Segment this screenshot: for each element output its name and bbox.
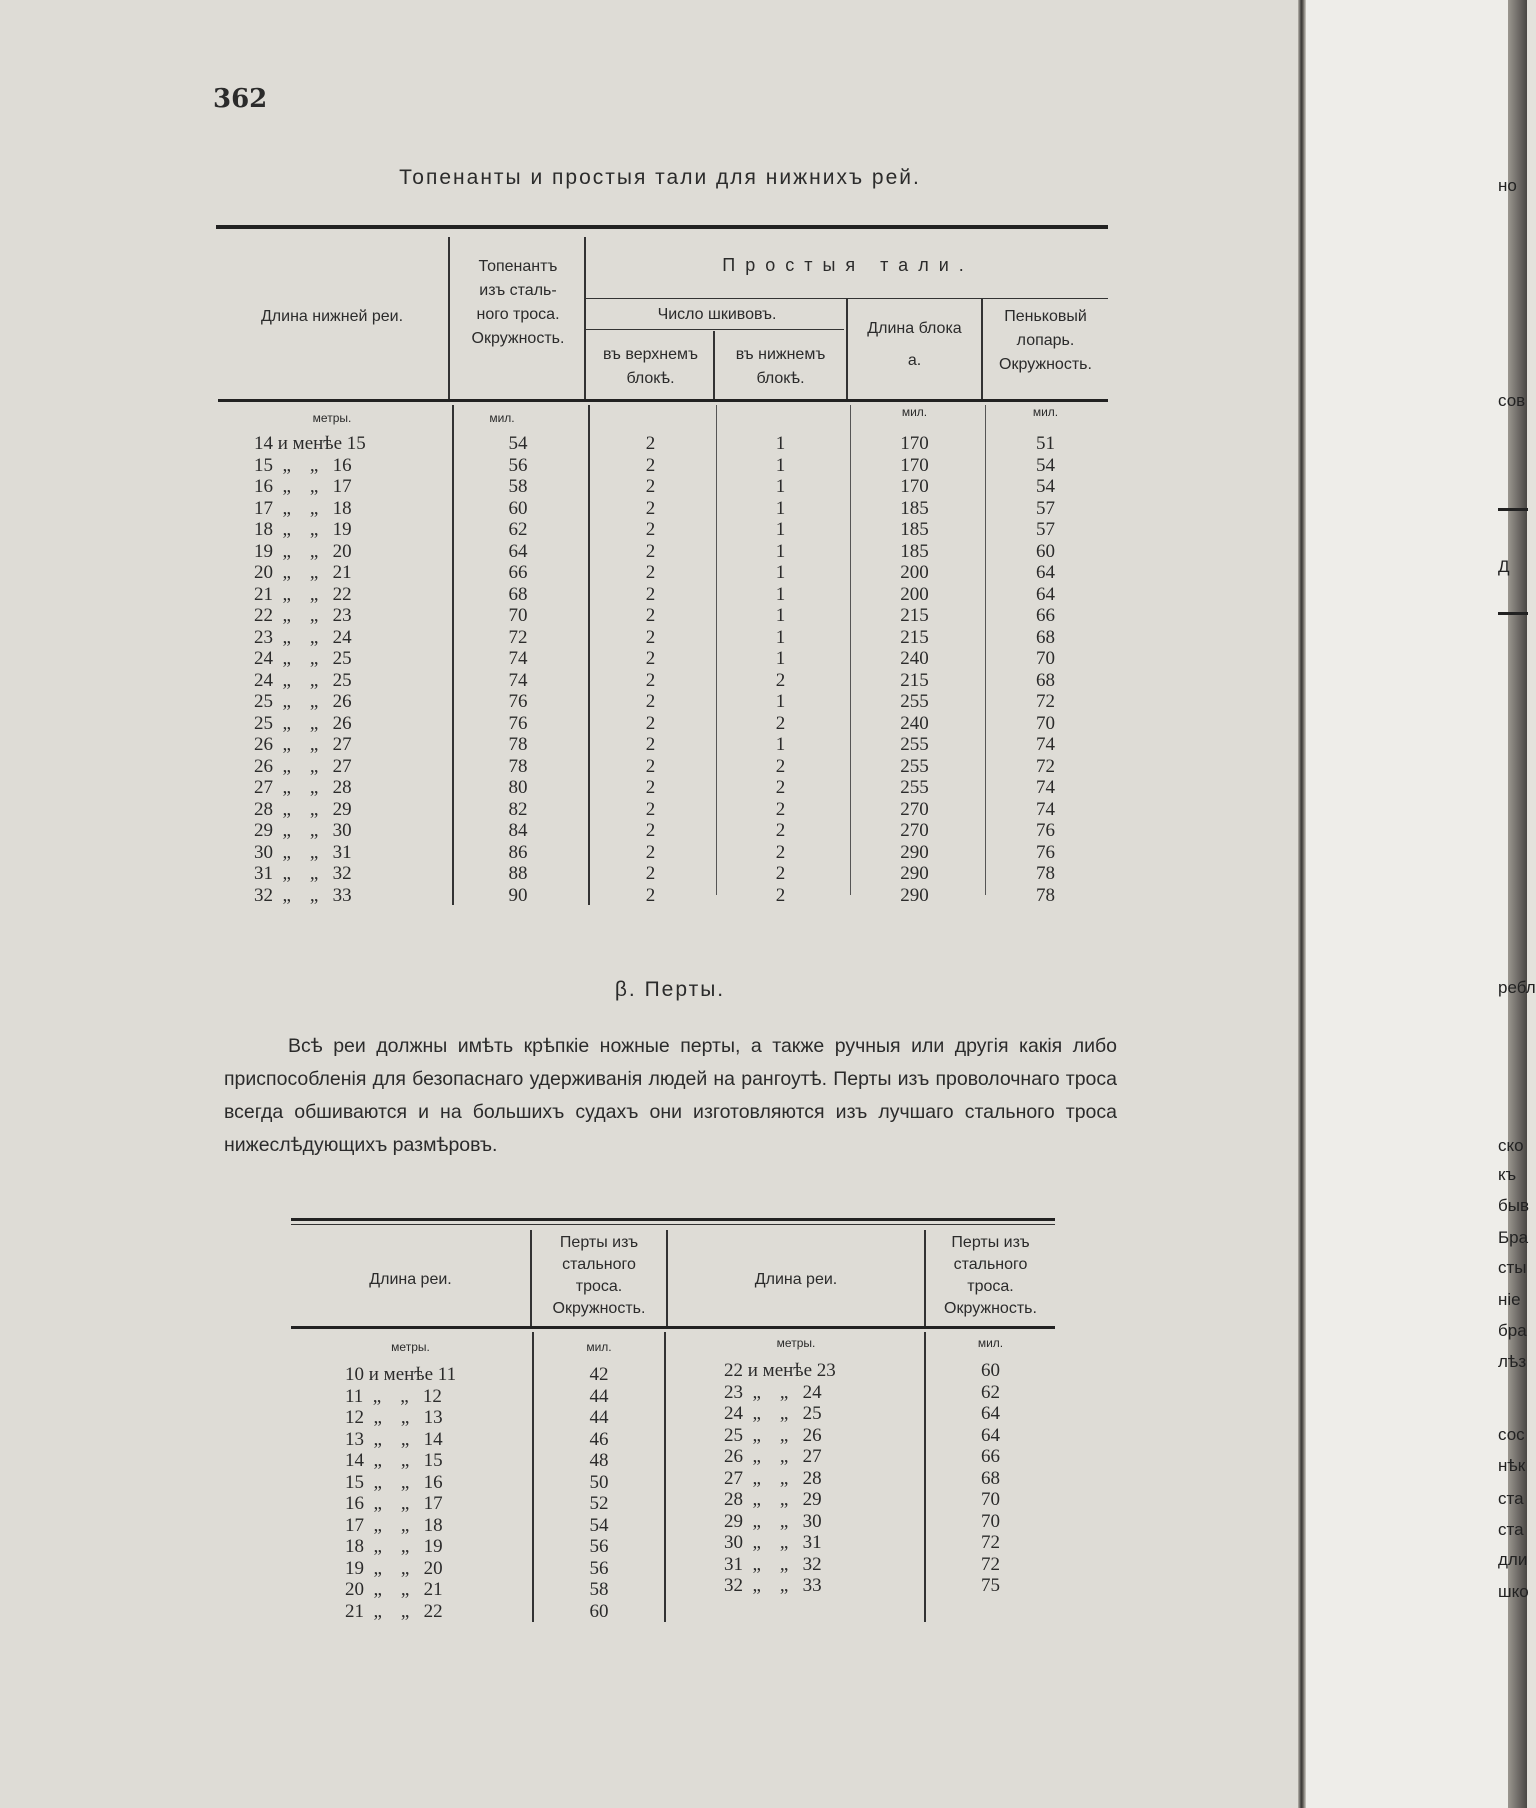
cell-perty: 75 (981, 1575, 1000, 1596)
cell-len: 25 „ „ 26 (254, 691, 352, 712)
cell-low: 1 (775, 583, 786, 605)
header-block-line: а. (907, 352, 922, 369)
cell-len: 30 „ „ 31 (254, 841, 352, 863)
cell-len: 29 „ „ 30 (254, 820, 352, 841)
cell-up: 2 (645, 712, 656, 734)
cell-top: 78 (508, 755, 528, 777)
cell-low: 1 (775, 497, 786, 519)
table-row (216, 584, 1108, 605)
cell-len: 15 „ „ 16 (254, 454, 352, 476)
table-row (291, 1446, 1055, 1467)
right-page-fragment: быв (1498, 1196, 1529, 1215)
cell-hemp: 66 (1036, 605, 1055, 626)
table-row (291, 1425, 1055, 1446)
right-page-fragment: дли (1498, 1550, 1528, 1569)
cell-blk: 290 (900, 863, 929, 884)
cell-len: 26 „ „ 27 (254, 734, 352, 755)
cell-len: 20 „ „ 21 (254, 562, 352, 583)
cell-low: 2 (775, 777, 786, 798)
cell-perty: 72 (981, 1553, 1000, 1575)
header-topenant-line: Окружность. (471, 330, 565, 347)
cell-up: 2 (645, 562, 656, 583)
header-perty-line: Перты изъ (951, 1234, 1030, 1251)
cell-up: 2 (645, 734, 656, 755)
cell-length: 19 „ „ 20 (345, 1557, 443, 1579)
table-row (216, 476, 1108, 497)
cell-up: 2 (645, 583, 656, 605)
table-row (216, 498, 1108, 519)
header-upper (588, 343, 713, 391)
cell-blk: 215 (900, 626, 929, 648)
header-tackles: Простыя тали. (722, 255, 974, 275)
right-page-fragment: ско (1498, 1136, 1524, 1155)
header-hemp-line: лопарь. (1016, 332, 1075, 349)
cell-up: 2 (645, 777, 656, 798)
cell-perty: 62 (981, 1381, 1000, 1403)
cell-blk: 200 (900, 562, 929, 583)
table-row (216, 863, 1108, 884)
cell-hemp: 72 (1036, 691, 1055, 712)
right-page-fragment: ста (1498, 1520, 1524, 1539)
cell-hemp: 78 (1036, 884, 1055, 906)
cell-up: 2 (645, 669, 656, 691)
table-row (216, 627, 1108, 648)
cell-low: 2 (775, 669, 786, 691)
cell-low: 1 (775, 454, 786, 476)
cell-length: 16 „ „ 17 (345, 1493, 443, 1514)
header-perty-line: стального (953, 1256, 1028, 1273)
table-row (291, 1468, 1055, 1489)
cell-length: 31 „ „ 32 (724, 1553, 822, 1575)
cell-up: 2 (645, 841, 656, 863)
vline (448, 237, 450, 399)
cell-blk: 270 (900, 820, 929, 841)
table-row (291, 1403, 1055, 1424)
header-lower-line: блокѣ. (756, 370, 805, 387)
vline (584, 237, 586, 399)
cell-top: 70 (508, 605, 528, 626)
cell-blk: 215 (900, 669, 929, 691)
unit-length: метры. (312, 411, 352, 425)
cell-length: 18 „ „ 19 (345, 1536, 443, 1557)
header-length-right: Длина реи. (754, 1271, 838, 1288)
cell-hemp: 68 (1036, 669, 1055, 691)
section-title: β. Перты. (614, 978, 726, 1001)
right-page-fragment: сты (1498, 1258, 1527, 1277)
cell-hemp: 74 (1036, 734, 1055, 755)
unit-length-right: метры. (776, 1336, 816, 1350)
cell-len: 22 „ „ 23 (254, 605, 352, 626)
table-row (216, 691, 1108, 712)
cell-length: 17 „ „ 18 (345, 1514, 443, 1536)
header-length: Длина нижней реи. (260, 308, 404, 325)
cell-up: 2 (645, 691, 656, 712)
cell-length: 24 „ „ 25 (724, 1403, 822, 1424)
cell-hemp: 76 (1036, 820, 1055, 841)
cell-blk: 170 (900, 476, 929, 497)
cell-len: 16 „ „ 17 (254, 476, 352, 497)
cell-perty: 64 (981, 1403, 1000, 1424)
cell-top: 88 (508, 863, 528, 884)
header-topenant-line: изъ сталь- (479, 282, 557, 299)
header-sheaves: Число шкивовъ. (657, 306, 777, 323)
right-page-fragment: ребл (1498, 978, 1536, 997)
unit-length-left: метры. (391, 1340, 430, 1354)
cell-hemp: 60 (1036, 540, 1055, 562)
cell-perty: 66 (981, 1446, 1000, 1467)
right-page-fragment: лѣз (1498, 1352, 1527, 1371)
header-perty-line: Перты изъ (559, 1234, 639, 1251)
cell-top: 66 (508, 562, 528, 583)
cell-up: 2 (645, 798, 656, 820)
cell-blk: 185 (900, 540, 929, 562)
cell-hemp: 72 (1036, 755, 1055, 777)
table-row (216, 562, 1108, 583)
cell-hemp: 57 (1036, 519, 1055, 540)
cell-len: 24 „ „ 25 (254, 648, 352, 669)
cell-hemp: 54 (1036, 476, 1055, 497)
cell-top: 72 (508, 626, 528, 648)
cell-low: 2 (775, 755, 786, 777)
cell-perty: 56 (589, 1536, 609, 1557)
right-page-fragment: сос (1498, 1425, 1525, 1444)
cell-length: 14 „ „ 15 (345, 1450, 443, 1471)
cell-len: 31 „ „ 32 (254, 863, 352, 884)
top-rule (291, 1218, 1055, 1221)
cell-top: 56 (508, 454, 528, 476)
cell-hemp: 70 (1036, 712, 1055, 734)
table-row (291, 1575, 1055, 1596)
cell-hemp: 68 (1036, 626, 1055, 648)
table-row (216, 519, 1108, 540)
cell-perty: 52 (589, 1493, 609, 1514)
cell-low: 1 (775, 626, 786, 648)
cell-low: 2 (775, 712, 786, 734)
cell-len: 32 „ „ 33 (254, 884, 352, 906)
unit-hemp: мил. (1032, 405, 1059, 419)
cell-top: 86 (508, 841, 528, 863)
table-row (291, 1382, 1055, 1403)
right-page-fragment: Д (1498, 557, 1510, 576)
table-row (216, 820, 1108, 841)
cell-perty: 70 (981, 1489, 1000, 1510)
header-perty-line: Окружность. (944, 1300, 1037, 1317)
table1-title: Топенанты и простыя тали для нижнихъ рей. (399, 166, 921, 189)
header-hemp (983, 305, 1108, 377)
cell-perty: 44 (589, 1385, 609, 1407)
cell-blk: 255 (900, 691, 929, 712)
cell-blk: 255 (900, 755, 929, 777)
header-upper-line: въ верхнемъ (602, 346, 699, 363)
cell-hemp: 64 (1036, 583, 1055, 605)
right-page-rule (1498, 508, 1528, 511)
table-row (216, 734, 1108, 755)
top-rule-thin (291, 1224, 1055, 1225)
cell-up: 2 (645, 497, 656, 519)
cell-hemp: 76 (1036, 841, 1055, 863)
cell-perty: 54 (589, 1514, 609, 1536)
cell-len: 18 „ „ 19 (254, 519, 352, 540)
cell-perty: 70 (981, 1510, 1000, 1532)
cell-top: 84 (508, 820, 528, 841)
right-page-fragment: но (1498, 176, 1517, 195)
cell-hemp: 74 (1036, 777, 1055, 798)
right-page-fragment: Бра (1498, 1228, 1529, 1247)
header-block-length (848, 317, 981, 373)
cell-hemp: 74 (1036, 798, 1055, 820)
table-row (216, 777, 1108, 798)
cell-length: 15 „ „ 16 (345, 1471, 443, 1493)
cell-top: 58 (508, 476, 528, 497)
header-block-line: Длина блока (867, 320, 962, 337)
cell-top: 90 (508, 884, 528, 906)
cell-length: 13 „ „ 14 (345, 1428, 443, 1450)
cell-length: 28 „ „ 29 (724, 1489, 822, 1510)
cell-length: 27 „ „ 28 (724, 1467, 822, 1489)
cell-perty: 58 (589, 1579, 609, 1600)
header-lower (715, 343, 846, 391)
cell-hemp: 78 (1036, 863, 1055, 884)
header-perty-line: троса. (575, 1278, 623, 1295)
right-page-fragment: ніе (1498, 1290, 1521, 1309)
cell-top: 76 (508, 712, 528, 734)
table-row (216, 799, 1108, 820)
right-page (1306, 0, 1527, 1808)
cell-low: 2 (775, 841, 786, 863)
table-row (216, 455, 1108, 476)
cell-low: 1 (775, 540, 786, 562)
cell-up: 2 (645, 863, 656, 884)
cell-top: 80 (508, 777, 528, 798)
right-page-fragment: шко (1498, 1582, 1529, 1601)
header-length-left: Длина реи. (369, 1271, 452, 1288)
cell-perty: 60 (589, 1600, 609, 1622)
header-hemp-line: Пеньковый (1004, 308, 1087, 325)
cell-hemp: 64 (1036, 562, 1055, 583)
cell-blk: 185 (900, 519, 929, 540)
table-topenants (216, 225, 1108, 925)
cell-blk: 255 (900, 777, 929, 798)
right-page-fragment: сов (1498, 391, 1526, 410)
cell-length: 32 „ „ 33 (724, 1575, 822, 1596)
cell-up: 2 (645, 454, 656, 476)
table-row (216, 842, 1108, 863)
header-perty-line: Окружность. (552, 1300, 646, 1317)
cell-up: 2 (645, 605, 656, 626)
cell-blk: 290 (900, 884, 929, 906)
cell-perty: 68 (981, 1467, 1000, 1489)
cell-perty: 72 (981, 1532, 1000, 1553)
sheaves-rule (586, 329, 844, 330)
page-number: 362 (213, 84, 268, 114)
table-row (291, 1554, 1055, 1575)
cell-length: 10 и менѣе 11 (345, 1364, 457, 1385)
cell-up: 2 (645, 820, 656, 841)
table-row (216, 756, 1108, 777)
cell-length: 12 „ „ 13 (345, 1407, 443, 1428)
cell-length: 20 „ „ 21 (345, 1579, 443, 1600)
body-paragraph: Всѣ реи должны имѣть крѣпкіе ножные перты, а также ручныя или другія какія либо приспособленія для безопаснаго удерживанія людей на рангоутѣ. Перты изъ проволочнаго троса всегда обшиваются и на большихъ судахъ они изготовляются изъ лучшаго стального троса нижеслѣдующихъ размѣровъ. (224, 1035, 1117, 1156)
cell-len: 24 „ „ 25 (254, 669, 352, 691)
cell-top: 82 (508, 798, 528, 820)
cell-up: 2 (645, 884, 656, 906)
table-row (216, 885, 1108, 906)
table-row (216, 433, 1108, 454)
cell-top: 74 (508, 648, 528, 669)
table-row (216, 541, 1108, 562)
cell-blk: 215 (900, 605, 929, 626)
cell-top: 78 (508, 734, 528, 755)
top-rule (216, 225, 1108, 229)
header-rule (291, 1326, 1055, 1329)
header-perty-right (926, 1232, 1055, 1320)
cell-perty: 46 (589, 1428, 609, 1450)
cell-len: 21 „ „ 22 (254, 583, 352, 605)
header-rule (218, 399, 1108, 402)
cell-blk: 255 (900, 734, 929, 755)
table-row (291, 1489, 1055, 1510)
cell-length: 26 „ „ 27 (724, 1446, 822, 1467)
cell-low: 1 (775, 734, 786, 755)
table-row (291, 1511, 1055, 1532)
book-gutter (1298, 0, 1306, 1808)
cell-length: 21 „ „ 22 (345, 1600, 443, 1622)
cell-low: 1 (775, 519, 786, 540)
cell-hemp: 57 (1036, 497, 1055, 519)
cell-top: 62 (508, 519, 528, 540)
cell-top: 54 (508, 433, 528, 454)
unit-perty-right: мил. (977, 1336, 1004, 1350)
header-perty-line: троса. (967, 1278, 1014, 1295)
table-perty (291, 1218, 1055, 1628)
table-row (216, 605, 1108, 626)
table-row (291, 1601, 1055, 1622)
cell-len: 27 „ „ 28 (254, 777, 352, 798)
cell-len: 23 „ „ 24 (254, 626, 352, 648)
cell-up: 2 (645, 476, 656, 497)
cell-up: 2 (645, 626, 656, 648)
header-hemp-line: Окружность. (999, 356, 1092, 373)
cell-length: 22 и менѣе 23 (724, 1360, 836, 1381)
cell-len: 26 „ „ 27 (254, 755, 352, 777)
header-topenant (452, 255, 584, 351)
header-lower-line: въ нижнемъ (735, 346, 826, 363)
cell-up: 2 (645, 519, 656, 540)
right-page-fragment: бра (1498, 1321, 1527, 1340)
cell-len: 28 „ „ 29 (254, 798, 352, 820)
cell-length: 11 „ „ 12 (345, 1385, 442, 1407)
cell-blk: 290 (900, 841, 929, 863)
table-row (216, 648, 1108, 669)
cell-hemp: 70 (1036, 648, 1055, 669)
cell-perty: 42 (589, 1364, 609, 1385)
right-page-rule (1498, 612, 1528, 615)
cell-blk: 170 (900, 433, 929, 454)
cell-len: 25 „ „ 26 (254, 712, 352, 734)
cell-length: 30 „ „ 31 (724, 1532, 822, 1553)
cell-perty: 60 (981, 1360, 1000, 1381)
cell-low: 1 (775, 605, 786, 626)
cell-up: 2 (645, 433, 656, 454)
cell-blk: 185 (900, 497, 929, 519)
cell-low: 1 (775, 433, 786, 454)
cell-blk: 200 (900, 583, 929, 605)
cell-length: 25 „ „ 26 (724, 1424, 822, 1446)
cell-blk: 170 (900, 454, 929, 476)
cell-blk: 240 (900, 648, 929, 669)
table-row (216, 713, 1108, 734)
unit-topenant: мил. (489, 411, 515, 425)
header-topenant-line: ного троса. (476, 306, 560, 323)
table-row (291, 1360, 1055, 1381)
cell-blk: 270 (900, 798, 929, 820)
header-topenant-line: Топенантъ (478, 258, 558, 275)
cell-len: 14 и менѣе 15 (254, 433, 366, 454)
cell-len: 17 „ „ 18 (254, 497, 352, 519)
cell-low: 1 (775, 476, 786, 497)
cell-hemp: 54 (1036, 454, 1055, 476)
cell-low: 2 (775, 798, 786, 820)
cell-top: 60 (508, 497, 528, 519)
cell-low: 1 (775, 691, 786, 712)
header-perty-left (532, 1232, 666, 1320)
cell-perty: 64 (981, 1424, 1000, 1446)
cell-hemp: 51 (1036, 433, 1055, 454)
cell-top: 68 (508, 583, 528, 605)
header-perty-line: стального (562, 1256, 636, 1273)
cell-low: 1 (775, 648, 786, 669)
cell-length: 29 „ „ 30 (724, 1510, 822, 1532)
cell-low: 2 (775, 884, 786, 906)
cell-low: 2 (775, 863, 786, 884)
cell-blk: 240 (900, 712, 929, 734)
cell-len: 19 „ „ 20 (254, 540, 352, 562)
table-row (216, 670, 1108, 691)
right-page-fragment: нѣк (1498, 1456, 1526, 1475)
header-upper-line: блокѣ. (626, 370, 675, 387)
unit-perty-left: мил. (586, 1340, 612, 1354)
cell-length: 23 „ „ 24 (724, 1381, 822, 1403)
cell-top: 74 (508, 669, 528, 691)
cell-perty: 48 (589, 1450, 609, 1471)
cell-up: 2 (645, 540, 656, 562)
cell-top: 76 (508, 691, 528, 712)
cell-top: 64 (508, 540, 528, 562)
cell-low: 2 (775, 820, 786, 841)
right-page-fragment: ста (1498, 1489, 1524, 1508)
table-row (291, 1532, 1055, 1553)
cell-up: 2 (645, 755, 656, 777)
right-page-fragment: къ (1498, 1165, 1517, 1184)
cell-perty: 44 (589, 1407, 609, 1428)
cell-perty: 56 (589, 1557, 609, 1579)
cell-up: 2 (645, 648, 656, 669)
cell-low: 1 (775, 562, 786, 583)
unit-block: мил. (901, 405, 928, 419)
cell-perty: 50 (589, 1471, 609, 1493)
